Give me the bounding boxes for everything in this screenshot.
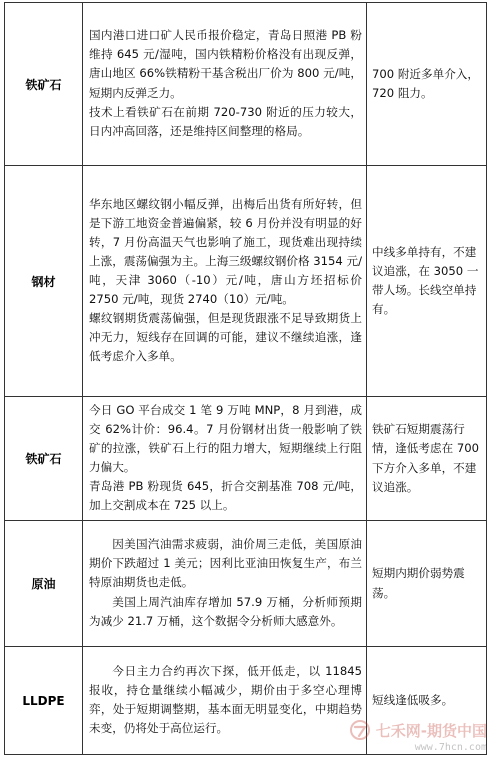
analysis-paragraph: 螺纹钢期货震荡偏强，但是现货跟涨不足导致期货上冲无力，短线存在回调的可能，建议不继续追涨，逢低考虑介入多单。 [89, 311, 362, 364]
analysis-paragraph: 国内港口进口矿人民币报价稳定，青岛日照港 PB 粉维持 645 元/湿吨，国内铁精粉价格没有出现反弹，唐山地区 66%铁精粉干基含税出厂价为 800 元/吨，短期内反弹乏力。 [89, 28, 362, 100]
analysis-cell [83, 166, 367, 397]
analysis-paragraph: 青岛港 PB 粉现货 645，折合交割基准 708 元/吨，加上交割成本在 725 以上。 [89, 479, 362, 513]
analysis-cell [83, 397, 367, 521]
analysis-cell [83, 647, 367, 755]
strategy-cell: 短期内期价弱势震荡。 [367, 521, 487, 647]
commodity-name: 铁矿石 [5, 397, 83, 521]
strategy-cell: 700 附近多单介入，720 阻力。 [367, 3, 487, 166]
watermark-url: www.7hcn.com [414, 742, 487, 753]
analysis-cell [83, 521, 367, 647]
strategy-cell: 短线逢低吸多。 [367, 647, 487, 755]
commodity-name: 原油 [5, 521, 83, 647]
strategy-cell: 中线多单持有，不建议追涨，在 3050 一带人场。长线空单持有。 [367, 166, 487, 397]
watermark-name: 七禾网-期货中国 [375, 721, 487, 740]
analysis-paragraph: 因美国汽油需求疲弱，油价周三走低，美国原油期价下跌超过 1 美元；因利比亚油田恢复生产，布兰特原油期货也走低。 [89, 537, 362, 590]
analysis-paragraph: 美国上周汽油库存增加 57.9 万桶，分析师预期为减少 21.7 万桶，这个数据令分析师大感意外。 [89, 594, 362, 628]
commodity-name: 钢材 [5, 166, 83, 397]
analysis-cell [83, 3, 367, 166]
table-row [5, 521, 487, 647]
analysis-paragraph: 技术上看铁矿石在前期 720-730 附近的压力较大，日内冲高回落，还是维持区间整理的格局。 [89, 104, 362, 138]
table-row [5, 166, 487, 397]
table-row [5, 647, 487, 755]
commodity-name: LLDPE [5, 647, 83, 755]
table-row [5, 397, 487, 521]
commodity-name: 铁矿石 [5, 3, 83, 166]
analysis-paragraph: 今日主力合约再次下探，低开低走，以 11845 报收，持仓量继续小幅减少，期价由于多空心理博弈，处于短期调整期，基本面无明显变化，中期趋势未变，仍将处于高位运行。 [89, 663, 362, 736]
analysis-paragraph: 今日 GO 平台成交 1 笔 9 万吨 MNP，8 月到港，成交 62%计价：96.4。7 月份钢材出货一般影响了铁矿的拉涨，铁矿石上行的阻力增大，短期继续上行阻力偏大。 [89, 402, 362, 474]
table-row [5, 3, 487, 166]
analysis-paragraph: 华东地区螺纹钢小幅反弹，出梅后出货有所好转，但是下游工地资金普遍偏紧，较 6 月份并没有明显的好转，7 月份高温天气也影响了施工，现货难出现持续上涨，震荡偏强为主。上海三级螺纹钢价格 3154 元/吨，天津 3060（-10）元/吨，唐山方坯招标价 2750 元/吨，现货 2740（10）元/吨。 [89, 196, 362, 307]
market-commentary-table [4, 2, 487, 755]
strategy-cell: 铁矿石短期震荡行情，逢低考虑在 700 下方介入多单，不建议追涨。 [367, 397, 487, 521]
